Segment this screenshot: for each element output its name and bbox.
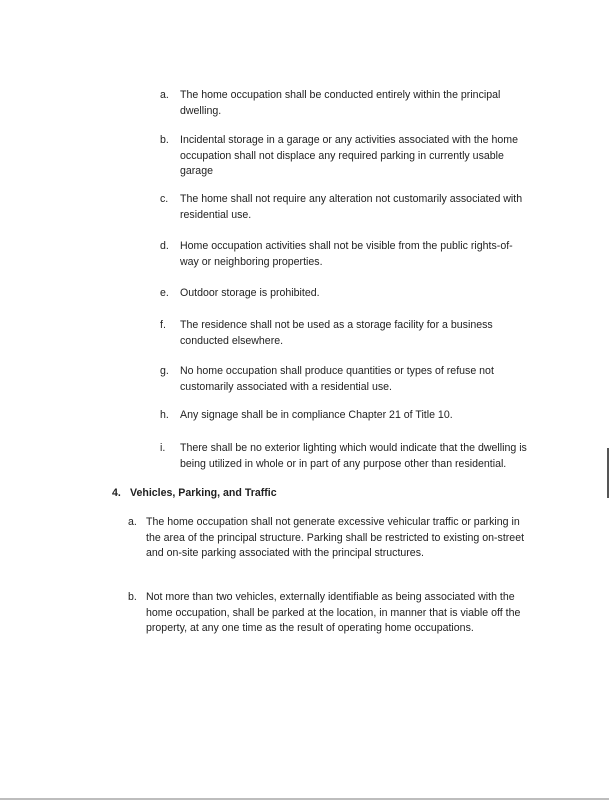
section-heading	[112, 486, 277, 502]
section-number: 4.	[112, 487, 121, 499]
list-item-label: i.	[160, 442, 166, 454]
section-title: Vehicles, Parking, and Traffic	[130, 487, 277, 499]
list-item-label: c.	[160, 193, 169, 205]
list-item-text: No home occupation shall produce quantities or types of refuse not customarily associated with a residential use.	[180, 365, 494, 393]
list-item-text: Incidental storage in a garage or any activities associated with the home occupation shall not displace any required parking in currently usable garage	[180, 134, 519, 178]
list-item-label: a.	[128, 516, 137, 528]
list-item-h	[160, 408, 530, 424]
list-item-text: The residence shall not be used as a storage facility for a business conducted elsewhere.	[180, 319, 493, 347]
list-item-text: Any signage shall be in compliance Chapter 21 of Title 10.	[180, 409, 453, 421]
list-item-i	[160, 441, 530, 472]
list-item-label: h.	[160, 409, 169, 421]
list-item-label: b.	[160, 134, 169, 146]
list-item-text: The home shall not require any alteration not customarily associated with residential use.	[180, 193, 523, 221]
list-item-e	[160, 286, 530, 302]
list-item-label: f.	[160, 319, 166, 331]
list-item-d	[160, 239, 530, 270]
list-item-text: Not more than two vehicles, externally identifiable as being associated with the home occupation, shall be parked at the location, in manner that is viable off the property, at any one time as the result of operating home occupations.	[146, 591, 521, 635]
list-item-text: The home occupation shall be conducted entirely within the principal dwelling.	[180, 89, 501, 117]
list-item-text: Home occupation activities shall not be visible from the public rights-of-way or neighboring properties.	[180, 240, 513, 268]
list-item-text: Outdoor storage is prohibited.	[180, 287, 320, 299]
list-item-b	[160, 133, 530, 180]
list-item-f	[160, 318, 530, 349]
list-item-label: d.	[160, 240, 169, 252]
list-item-label: g.	[160, 365, 169, 377]
list-item-label: b.	[128, 591, 137, 603]
section-item-b	[128, 590, 528, 637]
list-item-text: The home occupation shall not generate excessive vehicular traffic or parking in the area of the principal structure. Parking shall be restricted to existing on-street and on-site parking associated with the principal structures.	[146, 516, 525, 560]
list-item-text: There shall be no exterior lighting which would indicate that the dwelling is being utilized in whole or in part of any purpose other than residential.	[180, 442, 527, 470]
list-item-g	[160, 364, 530, 395]
list-item-label: e.	[160, 287, 169, 299]
list-item-label: a.	[160, 89, 169, 101]
list-item-a	[160, 88, 530, 119]
section-item-a	[128, 515, 528, 562]
list-item-c	[160, 192, 530, 223]
